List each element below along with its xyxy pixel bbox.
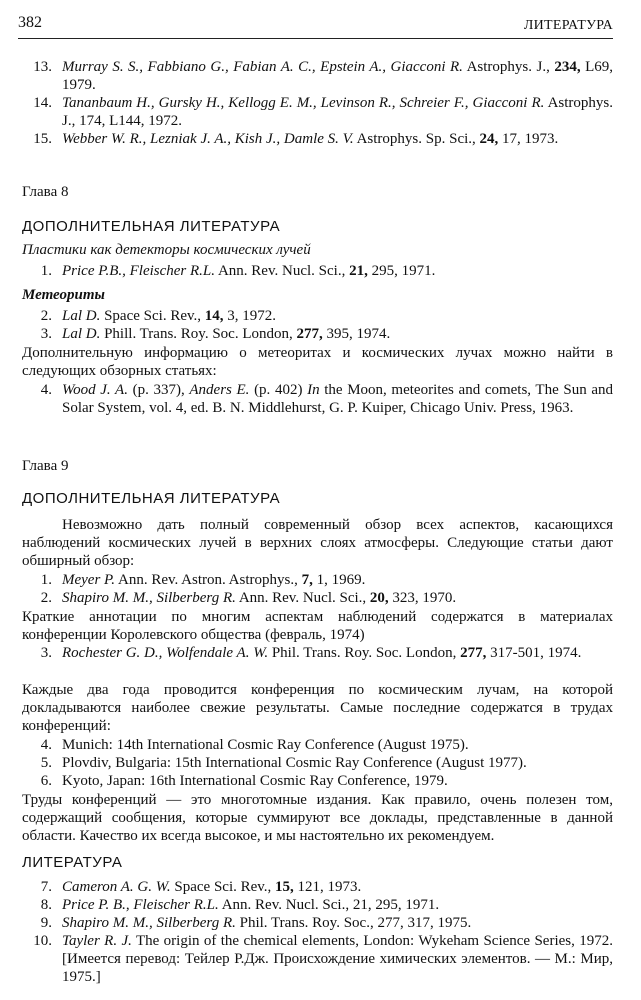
subheading-plastics: Пластики как детекторы космических лучей bbox=[22, 242, 311, 258]
ch8-reference-2: 2. Lal D. Space Sci. Rev., 14, 3, 1972. bbox=[40, 308, 277, 324]
ch9-intro: Невозможно дать полный современный обзор всех аспектов, касающихся наблюдений космических лучей в верхних слоях атмосферы. Следующие статьи дают обширный обзор: bbox=[22, 517, 613, 569]
chapter-9-section-title: ДОПОЛНИТЕЛЬНАЯ ЛИТЕРАТУРА bbox=[22, 490, 281, 507]
ch9-reference-6: 6. Kyoto, Japan: 16th International Cosmic Ray Conference, 1979. bbox=[40, 773, 448, 789]
top-references bbox=[22, 58, 613, 148]
literature-section-title: ЛИТЕРАТУРА bbox=[22, 854, 123, 871]
lit-reference-8: 8. Price P. B., Fleischer R.L. Ann. Rev. Nucl. Sci., 21, 295, 1971. bbox=[40, 897, 440, 913]
ch9-reference-3: 3. Rochester G. D., Wolfendale A. W. Phil. Trans. Roy. Soc. London, 277, 317-501, 1974. bbox=[40, 645, 582, 661]
ch9-note-conferences: Каждые два года проводится конференция по космическим лучам, на которой докладываются наиболее свежие результаты. Самые последние содержатся в трудах конференций: bbox=[22, 682, 613, 734]
reference-authors: Webber W. R., Lezniak J. A., Kish J., Damle S. V. bbox=[62, 131, 354, 147]
ch9-reference-5: 5. Plovdiv, Bulgaria: 15th International Cosmic Ray Conference (August 1977). bbox=[40, 755, 527, 771]
chapter-8-section-title: ДОПОЛНИТЕЛЬНАЯ ЛИТЕРАТУРА bbox=[22, 218, 281, 235]
chapter-8-title: Глава 8 bbox=[22, 184, 69, 200]
reference-authors: Tananbaum H., Gursky H., Kellogg E. M., Levinson R., Schreier F., Giacconi R. bbox=[62, 95, 545, 111]
ch9-note-royal-society: Краткие аннотации по многим аспектам наблюдений содержатся в материалах конференции Королевского общества (февраль, 1974) bbox=[22, 609, 613, 643]
ch8-note: Дополнительную информацию о метеоритах и космических лучах можно найти в следующих обзорных статьях: bbox=[22, 345, 613, 379]
lit-reference-10: 10. Tayler R. J. The origin of the chemical elements, London: Wykeham Science Series, 1972. [Имеется перевод: Тейлер Р.Дж. Происхождение химических элементов. — М.: Мир, 1975.] bbox=[33, 933, 613, 985]
reference-14: 14. Tananbaum H., Gursky H., Kellogg E. M., Levinson R., Schreier F., Giacconi R. Astrophys. J., 174, L144, 1972. bbox=[33, 95, 613, 129]
page-header bbox=[18, 12, 613, 39]
lit-reference-7: 7. Cameron A. G. W. Space Sci. Rev., 15, 121, 1973. bbox=[40, 879, 362, 895]
reference-15: 15. Webber W. R., Lezniak J. A., Kish J., Damle S. V. Astrophys. Sp. Sci., 24, 17, 1973. bbox=[33, 131, 559, 147]
running-head: ЛИТЕРАТУРА bbox=[523, 18, 613, 33]
ch8-reference-1: 1. Price P.B., Fleischer R.L. Ann. Rev. Nucl. Sci., 21, 295, 1971. bbox=[40, 263, 436, 279]
lit-reference-9: 9. Shapiro M. M., Silberberg R. Phil. Trans. Roy. Soc., 277, 317, 1975. bbox=[40, 915, 472, 931]
ch9-note-proceedings: Труды конференций — это многотомные издания. Как правило, очень полезен том, содержащий сообщения, которые суммируют все доклады, представленные в данной области. Качество их всегда высокое, и мы настоятельно их рекомендуем. bbox=[22, 792, 613, 844]
reference-13: 13. Murray S. S., Fabbiano G., Fabian A. C., Epstein A., Giacconi R. Astrophys. J., 234, L69, 1979. bbox=[33, 59, 613, 93]
reference-authors: Murray S. S., Fabbiano G., Fabian A. C., Epstein A., Giacconi R. bbox=[62, 59, 463, 75]
chapter-9-title: Глава 9 bbox=[22, 458, 69, 474]
page-number: 382 bbox=[18, 14, 42, 31]
ch9-reference-4: 4. Munich: 14th International Cosmic Ray Conference (August 1975). bbox=[40, 737, 469, 753]
subheading-meteorites: Метеориты bbox=[22, 287, 105, 303]
ch9-reference-1: 1. Meyer P. Ann. Rev. Astron. Astrophys., 7, 1, 1969. bbox=[40, 572, 366, 588]
ch8-reference-4: 4. Wood J. A. (p. 337), Anders E. (p. 402) In the Moon, meteorites and comets, The Sun and Solar System, vol. 4, ed. B. N. Middlehurst, G. P. Kuiper, Chicago Univ. Press, 1963. bbox=[40, 382, 614, 416]
ch8-reference-3: 3. Lal D. Phill. Trans. Roy. Soc. London, 277, 395, 1974. bbox=[40, 326, 391, 342]
ch9-reference-2: 2. Shapiro M. M., Silberberg R. Ann. Rev. Nucl. Sci., 20, 323, 1970. bbox=[40, 590, 457, 606]
